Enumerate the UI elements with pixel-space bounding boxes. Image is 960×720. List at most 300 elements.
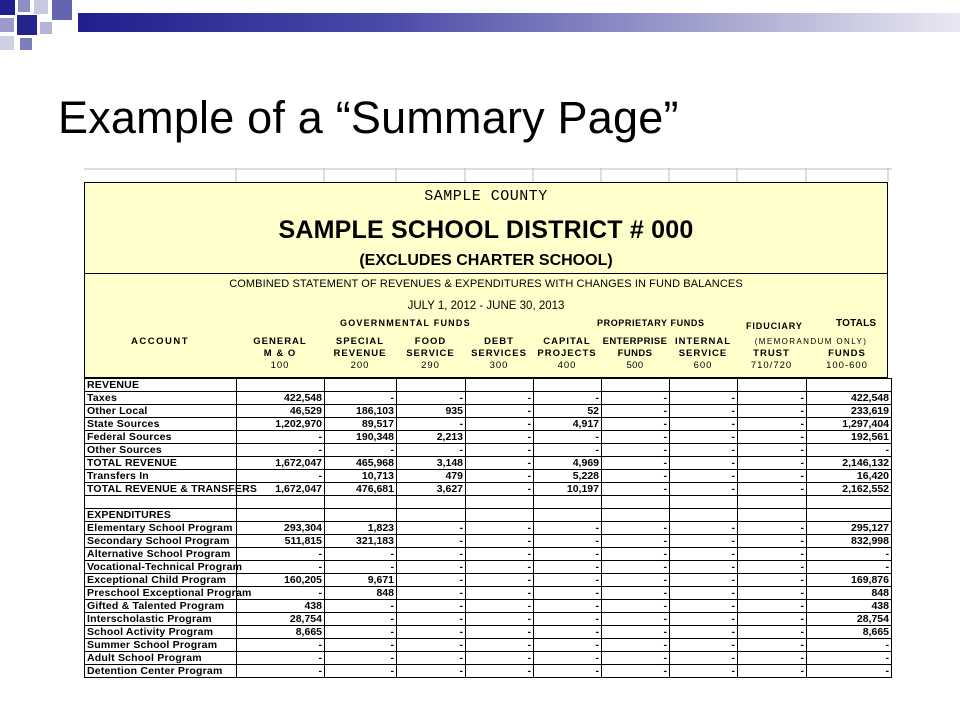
value-cell	[397, 509, 466, 522]
value-cell: -	[237, 470, 325, 483]
value-cell: 190,348	[325, 431, 397, 444]
value-cell: -	[237, 587, 325, 600]
value-cell: -	[807, 548, 892, 561]
value-cell	[534, 509, 602, 522]
value-cell	[738, 496, 807, 509]
value-cell: -	[325, 600, 397, 613]
value-cell: -	[534, 535, 602, 548]
county-name: SAMPLE COUNTY	[424, 188, 548, 205]
deco-square-9	[20, 38, 32, 50]
value-cell: -	[738, 457, 807, 470]
value-cell: 422,548	[237, 392, 325, 405]
table-row	[85, 600, 892, 613]
value-cell: -	[602, 561, 670, 574]
value-cell: 16,420	[807, 470, 892, 483]
value-cell: -	[670, 444, 738, 457]
col-header-enterprise	[601, 336, 669, 372]
col-header-line: (MEMORANDUM ONLY)	[754, 337, 868, 346]
col-header-debt	[465, 336, 533, 372]
table-row	[85, 665, 892, 678]
table-row	[85, 392, 892, 405]
value-cell: -	[466, 613, 534, 626]
value-cell: -	[397, 418, 466, 431]
value-cell: -	[325, 639, 397, 652]
col-header-line: FUNDS	[828, 348, 866, 359]
top-gridlines	[84, 168, 892, 182]
value-cell: 832,998	[807, 535, 892, 548]
account-cell: Detention Center Program	[85, 665, 237, 678]
value-cell: 4,969	[534, 457, 602, 470]
account-cell: Elementary School Program	[85, 522, 237, 535]
table-row	[85, 639, 892, 652]
value-cell: -	[602, 405, 670, 418]
value-cell: -	[466, 444, 534, 457]
value-cell: 438	[807, 600, 892, 613]
value-cell: -	[237, 548, 325, 561]
value-cell: 186,103	[325, 405, 397, 418]
account-cell	[85, 496, 237, 509]
value-cell: -	[534, 522, 602, 535]
account-cell: Secondary School Program	[85, 535, 237, 548]
value-cell: -	[670, 587, 738, 600]
slide-title: Example of a “Summary Page”	[58, 92, 679, 143]
value-cell	[466, 496, 534, 509]
group-totals: TOTALS	[836, 318, 877, 329]
value-cell: -	[397, 548, 466, 561]
group-fiduciary: FIDUCIARY	[746, 321, 803, 331]
value-cell: -	[325, 652, 397, 665]
account-cell: State Sources	[85, 418, 237, 431]
value-cell: -	[237, 431, 325, 444]
value-cell: -	[602, 587, 670, 600]
account-header: ACCOUNT	[131, 336, 189, 347]
value-cell: 9,671	[325, 574, 397, 587]
account-cell: EXPENDITURES	[85, 509, 237, 522]
deco-square-5	[0, 18, 14, 32]
value-cell: 321,183	[325, 535, 397, 548]
value-cell: -	[670, 483, 738, 496]
value-cell: 3,627	[397, 483, 466, 496]
table-row	[85, 652, 892, 665]
value-cell: -	[807, 652, 892, 665]
col-header-capital	[533, 336, 601, 372]
summary-spreadsheet	[84, 168, 892, 704]
value-cell: -	[602, 444, 670, 457]
account-cell: REVENUE	[85, 379, 237, 392]
value-cell: -	[466, 535, 534, 548]
value-cell: -	[670, 665, 738, 678]
col-header-special	[324, 336, 396, 372]
summary-table	[84, 378, 892, 678]
value-cell	[602, 379, 670, 392]
excludes-note: (EXCLUDES CHARTER SCHOOL)	[359, 252, 613, 269]
value-cell: -	[466, 522, 534, 535]
value-cell: 2,213	[397, 431, 466, 444]
value-cell	[237, 509, 325, 522]
value-cell: -	[397, 561, 466, 574]
value-cell: -	[738, 444, 807, 457]
col-header-totals	[734, 336, 888, 348]
value-cell: 422,548	[807, 392, 892, 405]
col-header-line: 100	[270, 360, 290, 371]
value-cell: 1,202,970	[237, 418, 325, 431]
deco-square-6	[17, 15, 37, 35]
value-cell: -	[670, 652, 738, 665]
table-row	[85, 587, 892, 600]
value-cell: -	[602, 431, 670, 444]
value-cell: -	[466, 470, 534, 483]
table-row	[85, 626, 892, 639]
table-row	[85, 535, 892, 548]
value-cell: -	[602, 574, 670, 587]
value-cell: -	[237, 665, 325, 678]
value-cell: -	[670, 392, 738, 405]
value-cell	[466, 379, 534, 392]
value-cell: 295,127	[807, 522, 892, 535]
value-cell: 28,754	[237, 613, 325, 626]
value-cell: -	[602, 548, 670, 561]
value-cell: -	[534, 639, 602, 652]
value-cell: -	[807, 665, 892, 678]
value-cell: -	[738, 600, 807, 613]
value-cell: -	[670, 561, 738, 574]
col-header-line: SPECIAL	[335, 336, 385, 347]
col-header-food	[396, 336, 465, 372]
value-cell: 4,917	[534, 418, 602, 431]
value-cell: -	[670, 613, 738, 626]
value-cell: -	[670, 600, 738, 613]
value-cell: -	[602, 626, 670, 639]
col-header-line: SERVICE	[406, 348, 455, 359]
value-cell: 8,665	[807, 626, 892, 639]
value-cell: 1,672,047	[237, 457, 325, 470]
value-cell: -	[738, 392, 807, 405]
account-cell: School Activity Program	[85, 626, 237, 639]
value-cell: 2,162,552	[807, 483, 892, 496]
value-cell: -	[325, 626, 397, 639]
value-cell: 10,713	[325, 470, 397, 483]
col-header-line: 500	[626, 360, 644, 371]
account-cell: Exceptional Child Program	[85, 574, 237, 587]
value-cell: -	[602, 613, 670, 626]
account-cell: Adult School Program	[85, 652, 237, 665]
col-header-line: M & O	[263, 348, 297, 359]
col-header-general	[236, 336, 324, 372]
value-cell	[466, 509, 534, 522]
value-cell: -	[466, 574, 534, 587]
value-cell	[325, 496, 397, 509]
col-header-internal	[669, 336, 737, 372]
value-cell: -	[738, 405, 807, 418]
col-header-line: FOOD	[414, 336, 447, 347]
statement-title: COMBINED STATEMENT OF REVENUES & EXPENDITURES WITH CHANGES IN FUND BALANCES	[229, 278, 743, 290]
value-cell: -	[466, 626, 534, 639]
account-cell: Transfers In	[85, 470, 237, 483]
value-cell: -	[325, 548, 397, 561]
value-cell: -	[325, 561, 397, 574]
value-cell: -	[670, 418, 738, 431]
value-cell: -	[602, 483, 670, 496]
summary-table-body	[85, 379, 892, 678]
value-cell: 192,561	[807, 431, 892, 444]
value-cell: 160,205	[237, 574, 325, 587]
value-cell: -	[738, 483, 807, 496]
value-cell: -	[466, 587, 534, 600]
value-cell	[602, 496, 670, 509]
deco-square-4	[52, 0, 72, 20]
table-row	[85, 457, 892, 470]
value-cell: -	[738, 561, 807, 574]
value-cell: -	[466, 392, 534, 405]
account-cell: Alternative School Program	[85, 548, 237, 561]
section-row	[85, 509, 892, 522]
value-cell	[670, 496, 738, 509]
value-cell: -	[602, 639, 670, 652]
value-cell: 1,823	[325, 522, 397, 535]
deco-square-2	[18, 0, 30, 12]
table-row	[85, 405, 892, 418]
value-cell: -	[397, 574, 466, 587]
value-cell: -	[670, 574, 738, 587]
value-cell: -	[602, 457, 670, 470]
col-header-line: 710/720	[750, 360, 793, 371]
value-cell: -	[670, 522, 738, 535]
deco-square-3	[34, 0, 48, 14]
table-row	[85, 444, 892, 457]
value-cell: 293,304	[237, 522, 325, 535]
value-cell: 233,619	[807, 405, 892, 418]
value-cell: -	[466, 483, 534, 496]
value-cell: -	[237, 444, 325, 457]
value-cell: 465,968	[325, 457, 397, 470]
account-cell: Other Sources	[85, 444, 237, 457]
value-cell: -	[534, 600, 602, 613]
table-row	[85, 613, 892, 626]
table-row	[85, 574, 892, 587]
value-cell: -	[738, 431, 807, 444]
value-cell: -	[670, 639, 738, 652]
value-cell: -	[325, 392, 397, 405]
table-row	[85, 561, 892, 574]
value-cell: -	[325, 613, 397, 626]
account-cell: TOTAL REVENUE & TRANSFERS	[85, 483, 237, 496]
col-header-line: INTERNAL	[674, 336, 732, 347]
value-cell: -	[397, 522, 466, 535]
value-cell: -	[466, 639, 534, 652]
value-cell: -	[534, 548, 602, 561]
col-header-line: DEBT	[484, 336, 514, 347]
table-row	[85, 483, 892, 496]
value-cell	[237, 379, 325, 392]
value-cell: -	[738, 535, 807, 548]
value-cell	[325, 379, 397, 392]
deco-square-1	[0, 0, 15, 15]
value-cell: 46,529	[237, 405, 325, 418]
value-cell: -	[534, 652, 602, 665]
account-cell: TOTAL REVENUE	[85, 457, 237, 470]
value-cell: 476,681	[325, 483, 397, 496]
deco-square-8	[0, 36, 14, 50]
table-row	[85, 548, 892, 561]
value-cell: 10,197	[534, 483, 602, 496]
value-cell: -	[397, 613, 466, 626]
value-cell: -	[738, 587, 807, 600]
value-cell: -	[534, 431, 602, 444]
value-cell: -	[670, 405, 738, 418]
col-header-line: ENTERPRISE	[602, 336, 668, 347]
value-cell: -	[466, 418, 534, 431]
value-cell: -	[397, 600, 466, 613]
value-cell	[397, 496, 466, 509]
account-cell: Vocational-Technical Program	[85, 561, 237, 574]
value-cell: -	[738, 470, 807, 483]
value-cell: -	[534, 444, 602, 457]
account-cell: Interscholastic Program	[85, 613, 237, 626]
value-cell	[807, 379, 892, 392]
value-cell: -	[807, 444, 892, 457]
value-cell: -	[670, 431, 738, 444]
value-cell: -	[738, 639, 807, 652]
value-cell: 848	[807, 587, 892, 600]
value-cell: -	[325, 665, 397, 678]
value-cell: -	[466, 548, 534, 561]
value-cell: -	[670, 626, 738, 639]
col-header-line: 600	[693, 360, 713, 371]
value-cell: 169,876	[807, 574, 892, 587]
value-cell: -	[738, 548, 807, 561]
value-cell: -	[237, 652, 325, 665]
value-cell: 28,754	[807, 613, 892, 626]
value-cell: -	[534, 392, 602, 405]
value-cell	[670, 509, 738, 522]
value-cell: -	[466, 431, 534, 444]
col-header-line: CAPITAL	[543, 336, 591, 347]
col-header-line: REVENUE	[333, 348, 387, 359]
col-header-line: GENERAL	[253, 336, 307, 347]
col-header-line: SERVICE	[678, 348, 728, 359]
value-cell	[738, 379, 807, 392]
value-cell: -	[738, 574, 807, 587]
value-cell: -	[602, 600, 670, 613]
col-header-line: SERVICES	[471, 348, 527, 359]
col-header-line: 200	[350, 360, 370, 371]
value-cell: -	[466, 405, 534, 418]
value-cell: -	[397, 652, 466, 665]
col-header-totals-lower	[806, 348, 888, 372]
value-cell: -	[466, 561, 534, 574]
value-cell: -	[397, 665, 466, 678]
value-cell: 3,148	[397, 457, 466, 470]
value-cell	[534, 496, 602, 509]
value-cell	[237, 496, 325, 509]
value-cell: -	[670, 535, 738, 548]
value-cell: -	[397, 535, 466, 548]
value-cell: -	[602, 392, 670, 405]
group-proprietary: PROPRIETARY FUNDS	[597, 318, 705, 328]
value-cell: 2,146,132	[807, 457, 892, 470]
value-cell: -	[534, 613, 602, 626]
value-cell: -	[807, 561, 892, 574]
value-cell: -	[670, 548, 738, 561]
value-cell: -	[602, 535, 670, 548]
value-cell: 52	[534, 405, 602, 418]
group-governmental: GOVERNMENTAL FUNDS	[340, 318, 471, 328]
value-cell: 8,665	[237, 626, 325, 639]
value-cell: -	[602, 652, 670, 665]
col-header-line: TRUST	[753, 348, 790, 359]
value-cell	[397, 379, 466, 392]
value-cell: -	[738, 418, 807, 431]
account-cell: Other Local	[85, 405, 237, 418]
value-cell: 935	[397, 405, 466, 418]
value-cell	[534, 379, 602, 392]
value-cell	[738, 509, 807, 522]
value-cell: -	[397, 587, 466, 600]
value-cell: -	[325, 444, 397, 457]
value-cell	[325, 509, 397, 522]
value-cell: -	[534, 561, 602, 574]
col-header-line: PROJECTS	[537, 348, 597, 359]
value-cell: -	[466, 600, 534, 613]
section-row	[85, 379, 892, 392]
value-cell: -	[237, 561, 325, 574]
value-cell	[670, 379, 738, 392]
value-cell: 1,297,404	[807, 418, 892, 431]
table-row	[85, 418, 892, 431]
account-cell: Preschool Exceptional Program	[85, 587, 237, 600]
value-cell: -	[807, 639, 892, 652]
value-cell: 438	[237, 600, 325, 613]
statement-period: JULY 1, 2012 - JUNE 30, 2013	[407, 300, 565, 312]
table-row	[85, 470, 892, 483]
account-cell: Gifted & Talented Program	[85, 600, 237, 613]
account-cell: Summer School Program	[85, 639, 237, 652]
value-cell: -	[738, 665, 807, 678]
value-cell: -	[602, 418, 670, 431]
value-cell: -	[534, 665, 602, 678]
value-cell: -	[397, 639, 466, 652]
value-cell: -	[738, 652, 807, 665]
value-cell: -	[602, 522, 670, 535]
district-name: SAMPLE SCHOOL DISTRICT # 000	[278, 216, 694, 244]
value-cell: 479	[397, 470, 466, 483]
value-cell: -	[602, 665, 670, 678]
value-cell: -	[670, 457, 738, 470]
value-cell	[807, 509, 892, 522]
value-cell: -	[466, 665, 534, 678]
value-cell: 5,228	[534, 470, 602, 483]
account-cell: Taxes	[85, 392, 237, 405]
value-cell: -	[534, 587, 602, 600]
blank-row	[85, 496, 892, 509]
value-cell: -	[466, 457, 534, 470]
value-cell: -	[670, 470, 738, 483]
value-cell: -	[397, 392, 466, 405]
value-cell: -	[534, 574, 602, 587]
header-gradient-bar	[78, 13, 960, 32]
col-header-line: 400	[557, 360, 577, 371]
value-cell: 511,815	[237, 535, 325, 548]
col-header-line: 290	[421, 360, 440, 371]
account-cell: Federal Sources	[85, 431, 237, 444]
deco-square-7	[40, 22, 52, 34]
col-header-line: 100-600	[826, 360, 868, 371]
value-cell: 89,517	[325, 418, 397, 431]
value-cell: -	[602, 470, 670, 483]
table-row	[85, 522, 892, 535]
value-cell: -	[466, 652, 534, 665]
value-cell: -	[237, 639, 325, 652]
